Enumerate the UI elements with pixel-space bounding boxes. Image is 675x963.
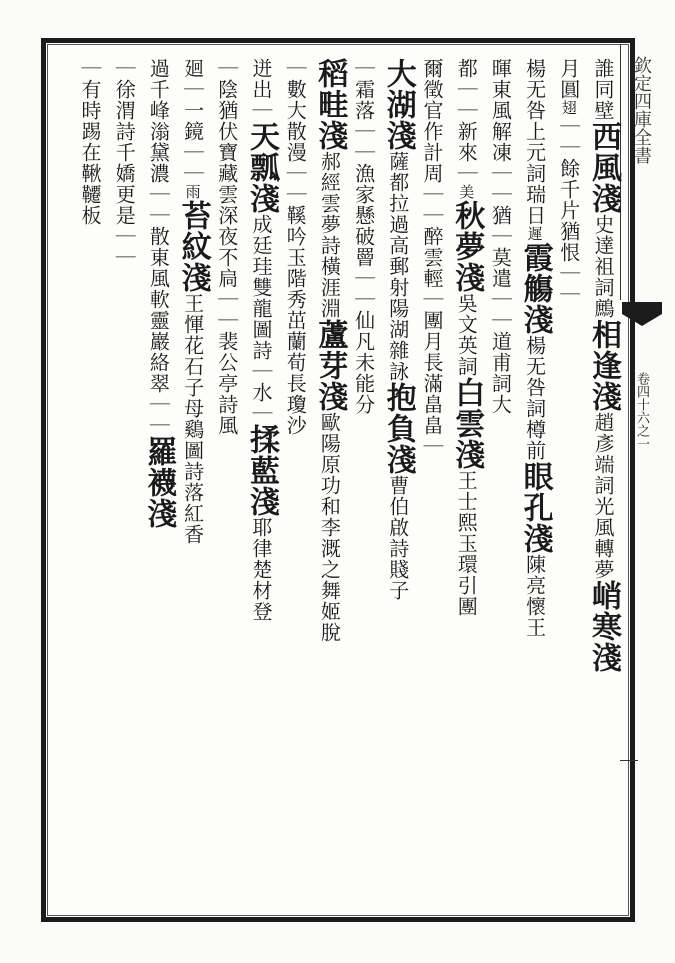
text-segment: 莫遣 bbox=[488, 247, 513, 289]
text-segment: 王士熙玉環引團 bbox=[454, 470, 479, 617]
ditto-mark: ｜｜ bbox=[351, 121, 376, 163]
text-segment: 月圓 bbox=[556, 58, 581, 100]
entry-headword: 稻畦淺 bbox=[312, 58, 348, 151]
ditto-mark: ｜ bbox=[454, 163, 479, 184]
text-segment: 雨 bbox=[183, 184, 202, 200]
ditto-mark: ｜｜ bbox=[146, 394, 171, 436]
text-segment: 暉東風解凍 bbox=[488, 58, 513, 163]
text-segment: 過千峰滃黛濃 bbox=[146, 58, 171, 184]
text-segment: 有時踢在鞦韆板 bbox=[78, 79, 102, 226]
text-segment: 漁家懸破罾 bbox=[351, 163, 376, 268]
text-segment: 薩都拉過高郵射陽湖雜詠 bbox=[385, 151, 410, 382]
entry-headword: 眼孔淺 bbox=[517, 461, 553, 554]
text-segment: 耶律楚材登 bbox=[249, 517, 273, 622]
ditto-mark: ｜ bbox=[351, 58, 376, 79]
margin-volume: 卷四十六之一 bbox=[634, 372, 649, 450]
text-column bbox=[141, 58, 175, 908]
text-column bbox=[381, 58, 415, 908]
ditto-mark: ｜｜ bbox=[420, 184, 444, 226]
text-column bbox=[449, 58, 483, 908]
text-segment: 廻 bbox=[180, 58, 205, 79]
ditto-mark: ｜｜ bbox=[454, 79, 479, 121]
ditto-mark: ｜ bbox=[78, 58, 102, 79]
text-column bbox=[244, 58, 278, 908]
ditto-mark: ｜｜ bbox=[283, 163, 308, 205]
text-segment: 歐陽原功和李溉之舞姬脫 bbox=[317, 412, 342, 643]
entry-headword: 西風淺 bbox=[586, 121, 621, 214]
text-segment: 一鏡 bbox=[180, 100, 205, 142]
text-segment: 成廷珪雙龍圖詩 bbox=[249, 214, 273, 361]
entry-headword: 天瓢淺 bbox=[244, 121, 279, 214]
text-column bbox=[278, 58, 312, 908]
entry-headword: 抱負淺 bbox=[380, 382, 416, 475]
text-segment: 楊无咎詞樽前 bbox=[522, 335, 547, 461]
entry-headword: 秋夢淺 bbox=[449, 200, 485, 293]
text-column bbox=[107, 58, 141, 908]
entry-headword: 霞觴淺 bbox=[517, 242, 553, 335]
ditto-mark: ｜｜ bbox=[488, 289, 513, 331]
text-segment: 曹伯啟詩賤子 bbox=[385, 475, 410, 601]
ditto-mark: ｜ bbox=[249, 100, 273, 121]
entry-headword: 大湖淺 bbox=[380, 58, 416, 151]
text-segment: 霜落 bbox=[351, 79, 376, 121]
ditto-mark: ｜｜ bbox=[180, 142, 205, 184]
margin-book-title: 欽定四庫全書 bbox=[631, 56, 652, 164]
ditto-mark: ｜ bbox=[420, 289, 444, 310]
ditto-mark: ｜ bbox=[249, 403, 273, 424]
text-segment: 迸出 bbox=[249, 58, 273, 100]
text-segment: 史達祖詞鷓 bbox=[591, 214, 615, 319]
entry-headword: 羅襪淺 bbox=[141, 436, 177, 529]
entry-headword: 苔紋淺 bbox=[175, 200, 211, 293]
text-segment: 都 bbox=[454, 58, 479, 79]
text-segment: 數大散漫 bbox=[283, 79, 308, 163]
text-segment: 遲 bbox=[525, 226, 544, 242]
text-segment: 郝經雲夢詩橫涯淵 bbox=[317, 151, 342, 319]
text-column bbox=[552, 58, 586, 908]
text-segment: 王惲花石子母鷄圖詩落紅香 bbox=[180, 293, 205, 545]
text-column bbox=[176, 58, 210, 908]
entry-headword: 相逢淺 bbox=[586, 319, 621, 412]
text-segment: 爾徵官作計周 bbox=[420, 58, 444, 184]
ditto-mark: ｜｜ bbox=[556, 116, 581, 158]
text-segment: 新來 bbox=[454, 121, 479, 163]
entry-headword: 蘆芽淺 bbox=[312, 319, 348, 412]
text-column bbox=[586, 58, 620, 908]
text-segment: 楊无咎上元詞瑞日 bbox=[522, 58, 547, 226]
ditto-mark: ｜ bbox=[180, 79, 205, 100]
text-segment: 鞵吟玉階秀茁蘭荀長瓊沙 bbox=[283, 205, 308, 436]
text-column bbox=[483, 58, 517, 908]
text-segment: 團月長滿畠畠 bbox=[420, 310, 444, 436]
text-segment: 陰猶伏寶藏雲深夜不扃 bbox=[214, 79, 239, 289]
entry-headword: 揉藍淺 bbox=[244, 424, 279, 517]
text-segment: 散東風軟靈巖絡翠 bbox=[146, 226, 171, 394]
ditto-mark: ｜｜ bbox=[556, 263, 581, 305]
ditto-mark: ｜ bbox=[283, 58, 308, 79]
ditto-mark: ｜ bbox=[112, 58, 137, 79]
text-segment: 美 bbox=[457, 184, 476, 200]
fishtail-mark-icon bbox=[620, 300, 664, 328]
ditto-mark: ｜ bbox=[249, 361, 273, 382]
entry-headword: 白雲淺 bbox=[449, 377, 485, 470]
margin-rule bbox=[620, 760, 638, 761]
text-column bbox=[73, 58, 107, 908]
text-segment: 陳亮懷王 bbox=[522, 554, 547, 638]
text-segment: 餘千片猶恨 bbox=[556, 158, 581, 263]
text-segment: 誰同壁 bbox=[591, 58, 615, 121]
entry-headword: 峭寒淺 bbox=[586, 580, 621, 673]
ditto-mark: ｜｜ bbox=[146, 184, 171, 226]
ditto-mark: ｜ bbox=[420, 436, 444, 457]
text-segment: 翅 bbox=[559, 100, 578, 116]
ditto-mark: ｜｜ bbox=[112, 226, 137, 268]
text-segment: 吳文英詞 bbox=[454, 293, 479, 377]
ditto-mark: ｜｜ bbox=[488, 163, 513, 205]
ditto-mark: ｜ bbox=[214, 58, 239, 79]
ditto-mark: ｜ bbox=[488, 226, 513, 247]
text-segment: 道甫詞大 bbox=[488, 331, 513, 415]
text-segment: 水 bbox=[249, 382, 273, 403]
text-segment: 徐渭詩千嬌更是 bbox=[112, 79, 137, 226]
text-column bbox=[312, 58, 346, 908]
text-segment: 猶 bbox=[488, 205, 513, 226]
ditto-mark: ｜｜ bbox=[214, 289, 239, 331]
text-segment: 醉雲輕 bbox=[420, 226, 444, 289]
text-segment: 仙凡未能分 bbox=[351, 310, 376, 415]
ditto-mark: ｜｜ bbox=[351, 268, 376, 310]
text-column bbox=[210, 58, 244, 908]
text-segment: 趙彥端詞光風轉夢 bbox=[591, 412, 615, 580]
text-column bbox=[518, 58, 552, 908]
text-segment: 裴公亭詩風 bbox=[214, 331, 239, 436]
text-column bbox=[347, 58, 381, 908]
text-column bbox=[415, 58, 449, 908]
